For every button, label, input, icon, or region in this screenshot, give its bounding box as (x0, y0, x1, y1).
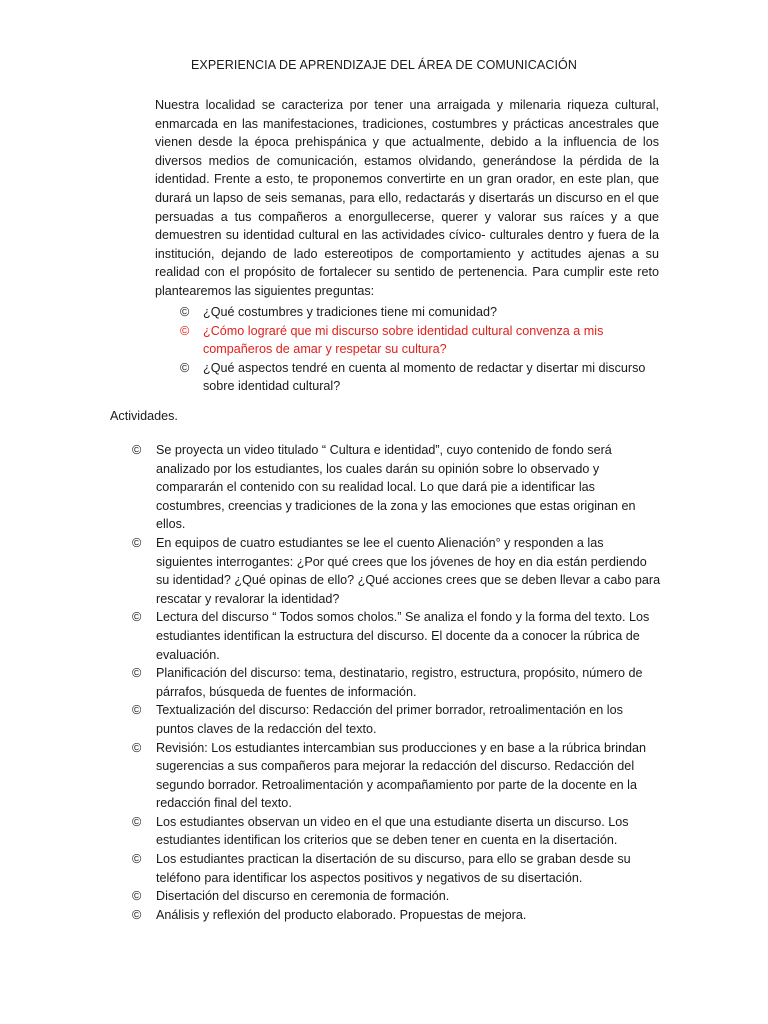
copyright-bullet-icon: © (132, 740, 142, 755)
activity-item (132, 850, 662, 887)
activity-item (132, 813, 662, 850)
activity-text: Planificación del discurso: tema, destinatario, registro, estructura, propósito, número de párrafos, búsqueda de fuentes de información. (156, 666, 643, 699)
copyright-bullet-icon: © (180, 360, 190, 375)
copyright-bullet-icon: © (132, 610, 142, 625)
copyright-bullet-icon: © (132, 814, 142, 829)
questions-list (180, 303, 650, 396)
copyright-bullet-icon: © (180, 305, 190, 319)
activity-text: Los estudiantes practican la disertación de su discurso, para ello se graban desde su teléfono para identificar los aspectos positivos y negativos de su disertación. (156, 852, 631, 885)
copyright-bullet-icon: © (132, 443, 142, 457)
activity-item (132, 887, 662, 906)
copyright-bullet-icon: © (132, 907, 142, 922)
question-item (180, 359, 650, 396)
copyright-bullet-icon: © (180, 323, 190, 338)
activity-text: Los estudiantes observan un video en el que una estudiante diserta un discurso. Los estudiantes identifican los criterios que se deben tener en cuenta en la disertación. (156, 814, 629, 848)
activity-text: Se proyecta un video titulado “ Cultura e identidad”, cuyo contenido de fondo será analizado por los estudiantes, los cuales darán su opinión sobre lo observado y compararán el contenido con su realidad local. Lo que dará pie a identificar las costumbres, creencias y tradiciones de la zona y las emociones que estas originan en ellos. (156, 443, 636, 532)
activity-item (132, 534, 662, 608)
copyright-bullet-icon: © (132, 889, 142, 904)
copyright-bullet-icon: © (132, 666, 142, 681)
activity-item (132, 664, 662, 701)
activity-item (132, 739, 662, 813)
intro-paragraph: Nuestra localidad se caracteriza por tener una arraigada y milenaria riqueza cultural, enmarcada en las manifestaciones, tradiciones, costumbres y prácticas ancestrales que vienen desde la época prehispánica y que actualmente, debido a la influencia de los diversos medios de comunicación, estamos olvidando, generándose la pérdida de la identidad. Frente a esto, te proponemos convertirte en un gran orador, en este plan, que durará un lapso de seis semanas, para ello, redactarás y disertarás un discurso en el que persuadas a tus compañeros a enorgullecerse, querer y valorar sus raíces y a que demuestren su identidad cultural en las actividades cívico- culturales dentro y fuera de la institución, dejando de lado estereotipos de comportamiento y actitudes ajenas a su realidad con el propósito de fortalecer su sentido de pertenencia. Para cumplir este reto plantearemos las siguientes preguntas: (155, 98, 659, 298)
activities-heading: Actividades. (110, 409, 178, 423)
question-item-highlighted (180, 322, 650, 359)
question-text: ¿Qué aspectos tendré en cuenta al momento de redactar y disertar mi discurso sobre identidad cultural? (203, 360, 646, 394)
copyright-bullet-icon: © (132, 535, 142, 550)
activity-item (132, 701, 662, 738)
question-item (180, 303, 650, 322)
question-text: ¿Qué costumbres y tradiciones tiene mi comunidad? (203, 305, 497, 319)
activity-text: En equipos de cuatro estudiantes se lee el cuento Alienación° y responden a las siguientes interrogantes: ¿Por qué crees que los jóvenes de hoy en dia están perdiendo su identidad? ¿Qué opinas de ello? ¿Qué acciones crees que se deben llevar a cabo para rescatar y revalorar la identidad? (156, 535, 661, 606)
activities-list (132, 441, 662, 924)
activity-item (132, 906, 662, 925)
activity-text: Lectura del discurso “ Todos somos cholos.” Se analiza el fondo y la forma del texto. Los estudiantes identifican la estructura del discurso. El docente da a conocer la rúbrica de evaluación. (156, 610, 650, 662)
activity-item (132, 608, 662, 664)
activity-text: Análisis y reflexión del producto elaborado. Propuestas de mejora. (156, 907, 527, 922)
activity-item (132, 441, 662, 534)
activity-text: Textualización del discurso: Redacción del primer borrador, retroalimentación en los puntos claves de la redacción del texto. (156, 703, 623, 736)
question-text: ¿Cómo lograré que mi discurso sobre identidad cultural convenza a mis compañeros de amar y respetar su cultura? (203, 323, 604, 357)
activity-text: Revisión: Los estudiantes intercambian sus producciones y en base a la rúbrica brindan sugerencias a sus compañeros para mejorar la redacción del discurso. Redacción del segundo borrador. Retroalimentación y acompañamiento por parte de la docente en la redacción final del texto. (156, 740, 647, 811)
document-title: EXPERIENCIA DE APRENDIZAJE DEL ÁREA DE COMUNICACIÓN (191, 58, 577, 72)
activity-text: Disertación del discurso en ceremonia de formación. (156, 889, 450, 904)
copyright-bullet-icon: © (132, 703, 142, 718)
copyright-bullet-icon: © (132, 852, 142, 867)
